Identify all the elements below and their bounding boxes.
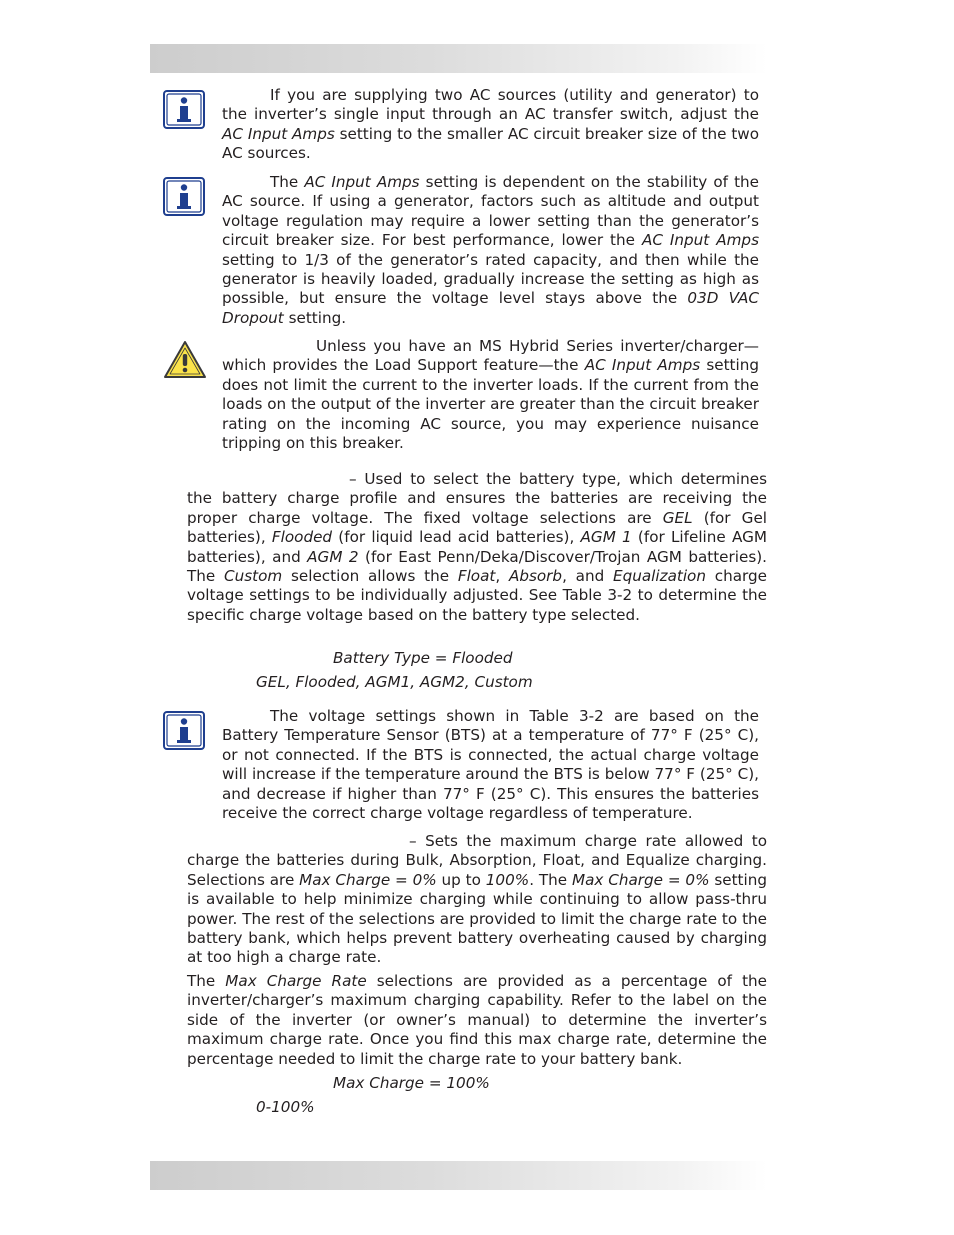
note-text: The voltage settings shown in Table 3-2 are based on the Battery Temperature Sensor (BTS) at a temperature of 77° F (25° C), or not connected. If the BTS is connected, the actual charge voltage will increase if the temperature around the BTS is below 77° F (25° C), and decrease if higher than 77° F (25° C). This ensures the batteries receive the correct charge voltage regardless of temperature. (222, 707, 759, 823)
max-charge-rate-percentage: The Max Charge Rate selections are provided as a percentage of the inverter/charger’s maximum charging capability. Refer to the label on the side of the inverter (or owner’s manual) to determine the inverter’s maximum charge rate. Once you find this max charge rate, determine the percentage needed to limit the charge rate to your battery bank. (187, 972, 767, 1068)
warning-icon (163, 340, 207, 384)
footer-band (150, 1161, 767, 1190)
max-charge-range: 0-100% (256, 1098, 315, 1116)
note-text: Unless you have an MS Hybrid Series inverter/charger—which provides the Load Support feature—the AC Input Amps setting does not limit the current to the inverter loads. If the current from the loads on the output of the inverter are greater than the circuit breaker rating on the incoming AC source, you may experience nuisance tripping on this breaker. (222, 337, 760, 453)
header-band (150, 44, 767, 73)
battery-type-range: GEL, Flooded, AGM1, AGM2, Custom (256, 673, 533, 691)
info-icon (163, 90, 205, 134)
info-icon (163, 711, 205, 755)
note-text: The AC Input Amps setting is dependent on the stability of the AC source. If using a generator, factors such as altitude and output voltage regulation may require a lower setting than the generator’s circuit breaker size. For best performance, lower the AC Input Amps setting to 1/3 of the generator’s rated capacity, and then while the generator is heavily loaded, gradually increase the setting as high as possible, but ensure the voltage level stays above the 03D VAC Dropout setting. (222, 173, 760, 327)
battery-type-description: – Used to select the battery type, which determines the battery charge profile and ensures the batteries are receiving the proper charge voltage. The fixed voltage selections are GEL (for Gel batteries), Flooded (for liquid lead acid batteries), AGM 1 (for Lifeline AGM batteries), and AGM 2 (for East Penn/Deka/Discover/Trojan AGM batteries). The Custom selection allows the Float, Absorb, and Equalization charge voltage settings to be individually adjusted. See Table 3-2 to determine the specific charge voltage based on the battery type selected. (187, 470, 768, 624)
max-charge-default: Max Charge = 100% (333, 1074, 490, 1092)
max-charge-rate-description: – Sets the maximum charge rate allowed to charge the batteries during Bulk, Absorption, Float, and Equalize charging. Selections are Max Charge = 0% up to 100%. The Max Charge = 0% setting is available to help minimize charging while continuing to allow pass-thru power. The rest of the selections are provided to limit the charge rate to the battery bank, which helps prevent battery overheating caused by charging at too high a charge rate. (187, 832, 768, 967)
note-text: If you are supplying two AC sources (utility and generator) to the inverter’s single input through an AC transfer switch, adjust the AC Input Amps setting to the smaller AC circuit breaker size of the two AC sources. (222, 86, 759, 163)
info-icon (163, 177, 205, 221)
battery-type-default: Battery Type = Flooded (333, 649, 513, 667)
